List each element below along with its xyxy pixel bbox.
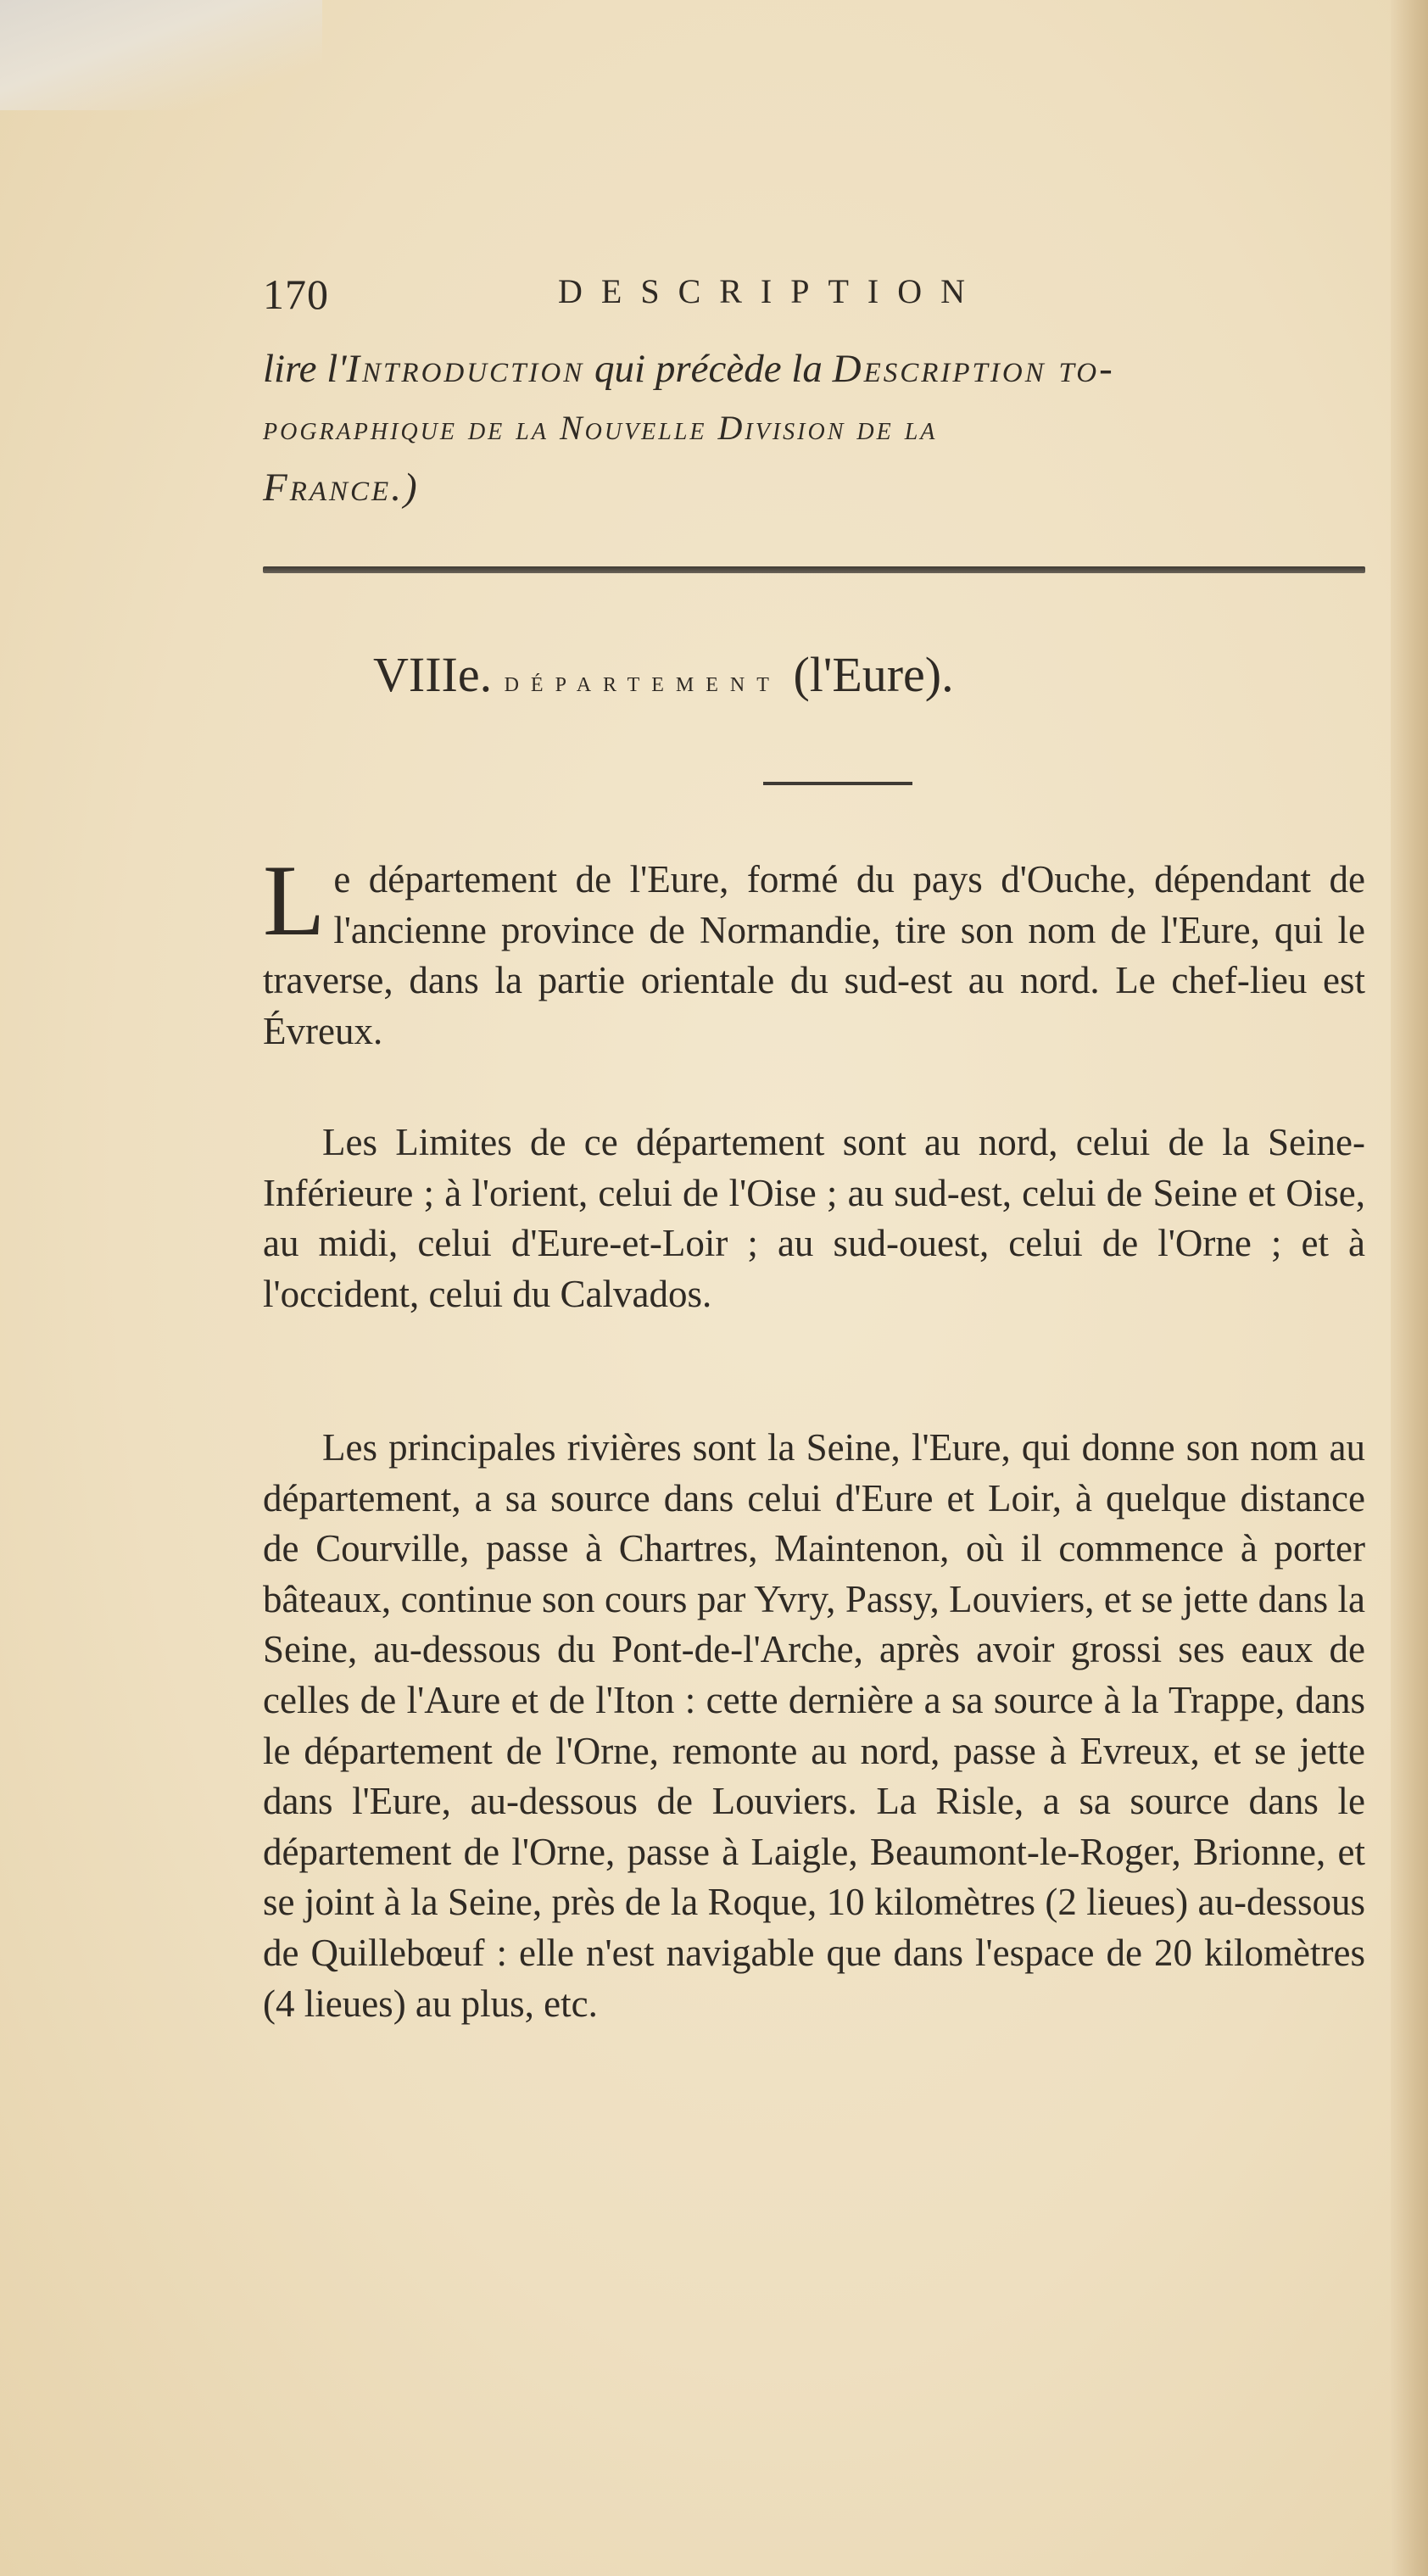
section-divider-rule xyxy=(263,566,1365,573)
heading-underline-rule xyxy=(763,782,912,785)
intro-note-line-2: pographique de la Nouvelle Division de la xyxy=(263,409,938,447)
paragraph-2: Les Limites de ce département sont au nord, celui de la Seine-Inférieure ; à l'orient, celui de l'Oise ; au sud-est, celui de Seine et Oise, au midi, celui d'Eure-et-Loir ; au sud-ouest, celui de l'Orne ; et à l'occident, celui du Calvados. xyxy=(263,1121,1365,1315)
section-heading xyxy=(373,646,954,703)
section-number: VIIIe. xyxy=(373,647,493,702)
running-head xyxy=(263,270,1111,321)
paragraph-1 xyxy=(263,844,1365,1057)
intro-note-line-1: lire l'Introduction qui précède la Description to- xyxy=(263,347,1115,391)
paragraph-1-text: e département de l'Eure, formé du pays d'Ouche, dépendant de l'ancienne province de Normandie, tire son nom de l'Eure, qui le traverse, dans la partie orientale du sud-est au nord. Le chef-lieu est Évreux. xyxy=(263,858,1365,1052)
drop-cap: L xyxy=(263,844,326,956)
section-name: (l'Eure). xyxy=(793,647,954,702)
section-word: département xyxy=(504,666,781,698)
paragraph-3: Les principales rivières sont la Seine, l'Eure, qui donne son nom au département, a sa source dans celui d'Eure et Loir, à quelque distance de Courville, passe à Chartres, Maintenon, où il commence à porter bâteaux, continue son cours par Yvry, Passy, Louviers, et se jette dans la Seine, au-dessous du Pont-de-l'Arche, après avoir grossi ses eaux de celles de l'Aure et de l'Iton : cette dernière a sa source à la Trappe, dans le département de l'Orne, remonte au nord, passe à Evreux, et se jette dans l'Eure, au-dessous de Louviers. La Risle, a sa source dans le département de l'Orne, passe à Laigle, Beaumont-le-Roger, Brionne, et se joint à la Seine, près de la Roque, 10 kilomètres (2 lieues) au-dessous de Quillebœuf : elle n'est navigable que dans l'espace de 20 kilomètres (4 lieues) au plus, etc. xyxy=(263,1426,1365,2025)
page-number: 170 xyxy=(263,270,329,318)
intro-note-line-3: France.) xyxy=(263,466,420,510)
page-gutter xyxy=(1391,0,1428,2576)
page-corner-shadow xyxy=(0,0,322,110)
running-head-title: DESCRIPTION xyxy=(558,272,985,310)
